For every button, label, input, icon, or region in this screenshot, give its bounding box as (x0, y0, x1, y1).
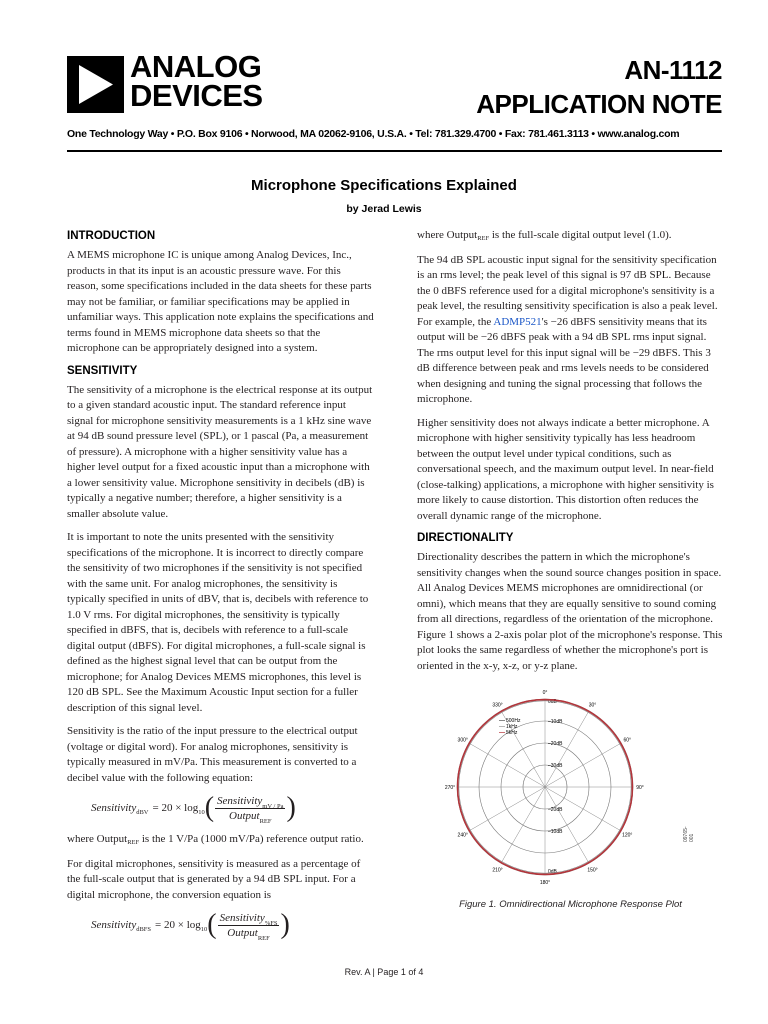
logo-line-2: DEVICES (130, 78, 263, 113)
directionality-heading: DIRECTIONALITY (417, 532, 514, 544)
legend-label: 5kHz (506, 730, 518, 736)
polar-angle-label: 150° (587, 867, 598, 874)
legend-label: 1kHz (506, 724, 518, 730)
polar-angle-label: 30° (588, 702, 597, 709)
logo-line-1: ANALOG (130, 49, 262, 84)
polar-angle-label: 0° (542, 690, 548, 696)
page-title: Microphone Specifications Explained (251, 177, 517, 194)
eq2-lhs-sub: dBFS (136, 925, 152, 933)
introduction-heading: INTRODUCTION (67, 230, 156, 242)
equation-1-note: where OutputREF is the 1 V/Pa (1000 mV/Pa) reference output ratio. (67, 833, 364, 846)
right-column (417, 228, 724, 910)
polar-angle-label: 210° (492, 867, 503, 874)
document-number: AN-1112 (624, 55, 722, 85)
polar-ring-label: –10dB (548, 829, 563, 835)
right-paragraph-1: The 94 dB SPL acoustic input signal for the sensitivity specification is an rms level; the peak level of this signal is 97 dB SPL. Because the 0 dBFS reference used for a digital microphone's sensitivity is a peak level, the resulting sensitivity specification is also a peak level. For example, the ADMP521's −26 dBFS sensitivity means that its output will be −26 dBFS peak with a 94 dB SPL rms input signal. The rms output level for this input signal will be −29 dBFS. This 3 dB difference between peak and rms levels needs to be considered when designing and tuning the signal processing that follows the microphone. (417, 253, 718, 405)
polar-spoke (501, 787, 545, 863)
polar-ring-label: –30dB (548, 763, 563, 769)
sensitivity-paragraph-3: Sensitivity is the ratio of the input pressure to the electrical output (voltage or digital word). For analog microphones, sensitivity is typically measured in mV/Pa. This measurement is converted to a decibel value with the following equation: (67, 725, 358, 784)
sensitivity-heading: SENSITIVITY (67, 364, 138, 377)
eq1-denominator: Output (229, 809, 260, 822)
eq2-fraction (218, 911, 280, 942)
company-logo-text (130, 49, 263, 113)
eq2-lhs: Sensitivity (91, 919, 137, 931)
polar-ring-label: –20dB (548, 741, 563, 747)
analog-devices-logo-icon (67, 56, 124, 113)
polar-angle-label: 330° (492, 702, 503, 709)
eq1-numerator-sub: mV / Pa (262, 802, 284, 810)
admp521-link[interactable]: ADMP521 (493, 315, 542, 328)
eq1-fraction (215, 794, 285, 825)
introduction-paragraph: A MEMS microphone IC is unique among Analog Devices, Inc., products in that its input is an acoustic pressure wave. For this reason, some specifications included in the data sheets for these parts may not be familiar, or familiar specifications may be applied in unfamiliar ways. This application note explains the specifications and terms found in MEMS microphone data sheets so that the microphone can be appropriately designed into a system. (67, 249, 374, 354)
company-address: One Technology Way • P.O. Box 9106 • Norwood, MA 02062-9106, U.S.A. • Tel: 781.329.4700 • Fax: 781.461.3113 • www.analog.com (67, 128, 680, 140)
header-divider (67, 150, 722, 152)
eq1-lhs-sub: dBV (136, 808, 149, 816)
eq1-log-base: 10 (198, 808, 205, 816)
polar-angle-label: 240° (457, 832, 468, 839)
left-column (67, 228, 374, 949)
right-paragraph-2: Higher sensitivity does not always indicate a better microphone. A microphone with higher sensitivity typically has less headroom between the output level under typical conditions, such as conversational speech, and the maximum output level. In near-field (close-talking) applications, a microphone with higher sensitivity is more likely to cause distortion. This distortion often reduces the overall dynamic range of the microphone. (417, 416, 714, 522)
polar-spoke (469, 743, 545, 787)
equation-dbv: Sensitivity dBV = 20 × log 10 ( $\frac{Sensitivity_{mV / Pa}}{Output_{REF}}$ ) (91, 792, 296, 825)
eq2-log-base: 10 (200, 925, 208, 933)
eq1-numerator: Sensitivity (217, 794, 263, 807)
eq1-lhs: Sensitivity (91, 802, 137, 814)
equation-dbfs: Sensitivity dBFS = 20 × log 10 ( $\frac{Sensitivity_{\%FS}}{Output_{REF}}$ ) (91, 909, 290, 942)
polar-angle-label: 270° (445, 785, 456, 791)
page-footer: Rev. A | Page 1 of 4 (344, 967, 424, 977)
eq1-denominator-sub: REF (259, 817, 272, 825)
equation-2-note: where OutputREF is the full-scale digital output level (1.0). (417, 229, 672, 242)
polar-angle-label: 180° (539, 880, 551, 886)
legend-label: 500Hz (506, 718, 521, 724)
polar-ring-label: 0dB (548, 869, 557, 875)
polar-ring-label: –10dB (548, 719, 563, 725)
document-type: APPLICATION NOTE (476, 89, 722, 119)
sensitivity-paragraph-1: The sensitivity of a microphone is the electrical response at its output to a given standard acoustic input. The standard reference input signal for microphone sensitivity measurements is a 1 kHz sine wave at 94 dB sound pressure level (SPL), or 1 pascal (Pa, a measurement of pressure). A microphone with a higher sensitivity value has a higher level output for a fixed acoustic input than a microphone with a lower sensitivity value. Microphone sensitivity in decibels (dB) is typically a negative number; therefore, a higher sensitivity is a smaller absolute value. (67, 383, 373, 520)
author-line: by Jerad Lewis (346, 203, 422, 215)
figure-code: 09765-001 (683, 826, 695, 842)
polar-angle-label: 300° (457, 737, 468, 744)
polar-angle-label: 120° (622, 832, 633, 839)
polar-ring-label: 0dB (548, 699, 557, 705)
polar-spoke (469, 787, 545, 831)
eq1-operator: = 20 × log (152, 802, 199, 814)
polar-plot-svg (445, 682, 645, 897)
polar-spoke (545, 787, 589, 863)
eq2-numerator-sub: %FS (264, 919, 278, 927)
polar-angle-label: 60° (623, 737, 632, 744)
eq2-operator: = 20 × log (155, 919, 201, 931)
eq2-numerator: Sensitivity (219, 911, 265, 924)
eq2-denominator-sub: REF (257, 934, 270, 942)
sensitivity-paragraph-2: It is important to note the units presented with the sensitivity specifications of the microphone. It is incorrect to directly compare the sensitivity of two microphones if the sensitivity is not specified with the same unit. For analog microphones, the sensitivity is typically specified in units of dBV, that is, decibels with reference to 1.0 V rms. For digital microphones, the sensitivity is typically specified in dBFS, that is, decibels with reference to a full-scale digital output (dBFS). For digital microphones, a full-scale signal is defined as the highest signal level that can be output from the microphone; for Analog Devices MEMS microphones, this level is 120 dB SPL. See the Maximum Acoustic Input section for a fuller description of this signal level. (67, 531, 369, 714)
sensitivity-paragraph-4: For digital microphones, sensitivity is measured as a percentage of the full-scale output that is generated by a 94 dB SPL input. For a digital microphone, the conversion equation is (67, 857, 361, 901)
polar-ring-label: –20dB (548, 807, 563, 813)
polar-angle-label: 90° (636, 785, 644, 791)
polar-plot (445, 682, 695, 897)
directionality-paragraph: Directionality describes the pattern in which the microphone's sensitivity changes when the sound source changes position in space. All Analog Devices MEMS microphones are omnidirectional (or omni), which means that they are equally sensitive to sound coming from all directions, regardless of the orientation of the microphone. Figure 1 shows a 2-axis polar plot of the microphone's response. This plot looks the same regardless of whether the microphone's port is oriented in the x-y, x-z, or y-z plane. (417, 551, 723, 672)
eq2-denominator: Output (227, 926, 258, 939)
figure-caption: Figure 1. Omnidirectional Microphone Response Plot (459, 899, 682, 910)
